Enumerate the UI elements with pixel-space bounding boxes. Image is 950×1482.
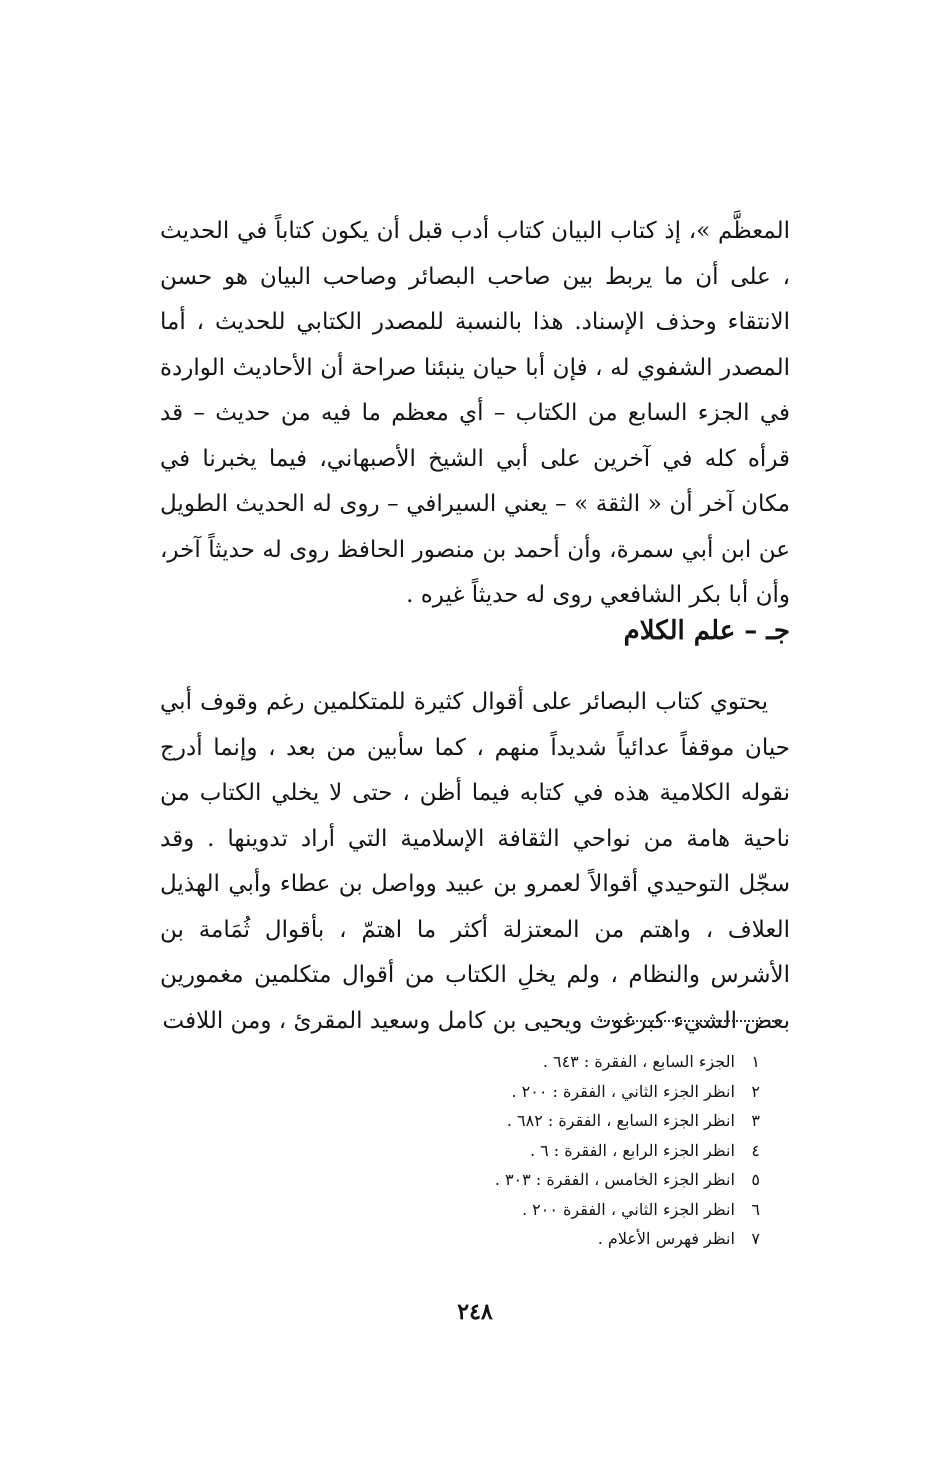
footnote-separator — [600, 1020, 782, 1022]
footnote-item — [360, 1077, 760, 1107]
footnote-text: انظر الجزء الرابع ، الفقرة : ٦ . — [529, 1140, 735, 1160]
footnote-text: انظر الجزء الثاني ، الفقرة ٢٠٠ . — [521, 1199, 735, 1219]
body-paragraph-2: يحتوي كتاب البصائر على أقوال كثيرة للمتكلمين رغم وقوف أبي حيان موقفاً عدائياً شديداً منهم ، كما سأبين من بعد ، وإنما أدرج نقوله الكلامية هذه في كتابه فيما أظن ، حتى لا يخلي الكتاب من ناحية هامة من نواحي الثقافة الإسلامية التي أراد تدوينها . وقد سجّل التوحيدي أقوالاً لعمرو بن عبيد وواصل بن عطاء وأبي الهذيل العلاف ، واهتم من المعتزلة أكثر ما اهتمّ ، بأقوال ثُمَامة بن الأشرس والنظام ، ولم يخلِ الكتاب من أقوال متكلمين مغمورين بعض الشيء كبرغوث ويحيى بن كامل وسعيد المقرئ ، ومن اللافت — [160, 689, 790, 1034]
footnotes-list — [360, 1047, 760, 1254]
section-heading: جـ – علم الكلام — [623, 616, 790, 646]
footnote-number: ١ — [751, 1052, 760, 1071]
footnote-number: ٤ — [751, 1140, 760, 1160]
page-number: ٢٤٨ — [457, 1299, 493, 1325]
footnote-item — [360, 1224, 760, 1254]
body-paragraph-1: المعظَّم »، إذ كتاب البيان كتاب أدب قبل أن يكون كتاباً في الحديث ، على أن ما يربط بين صاحب البصائر وصاحب البيان هو حسن الانتقاء وحذف الإسناد. هذا بالنسبة للمصدر الكتابي للحديث ، أما المصدر الشفوي له ، فإن أبا حيان ينبئنا صراحة أن الأحاديث الواردة في الجزء السابع من الكتاب – أي معظم ما فيه من حديث – قد قرأه كله في آخرين على أبي الشيخ الأصبهاني، فيما يخبرنا في مكان آخر أن « الثقة » – يعني السيرافي – روى له الحديث الطويل عن ابن أبي سمرة، وأن أحمد بن منصور الحافظ روى له حديثاً آخر، وأن أبا بكر الشافعي روى له حديثاً غيره . — [160, 218, 790, 608]
footnote-number: ٧ — [751, 1229, 760, 1248]
footnote-item — [360, 1195, 760, 1225]
footnote-text: انظر الجزء الثاني ، الفقرة : ٢٠٠ . — [511, 1081, 735, 1101]
footnote-number: ٣ — [751, 1111, 760, 1130]
footnote-text: انظر الجزء الخامس ، الفقرة : ٣٠٣ . — [494, 1170, 735, 1189]
footnote-text: انظر الجزء السابع ، الفقرة : ٦٨٢ . — [506, 1111, 735, 1130]
footnote-number: ٥ — [751, 1170, 760, 1189]
footnote-text: الجزء السابع ، الفقرة : ٦٤٣ . — [542, 1052, 735, 1071]
footnote-item — [360, 1165, 760, 1195]
footnote-item — [360, 1047, 760, 1077]
footnote-item — [360, 1136, 760, 1166]
footnote-text: انظر فهرس الأعلام . — [597, 1229, 735, 1248]
footnote-number: ٢ — [751, 1081, 760, 1101]
footnote-item — [360, 1106, 760, 1136]
footnote-number: ٦ — [751, 1199, 760, 1219]
